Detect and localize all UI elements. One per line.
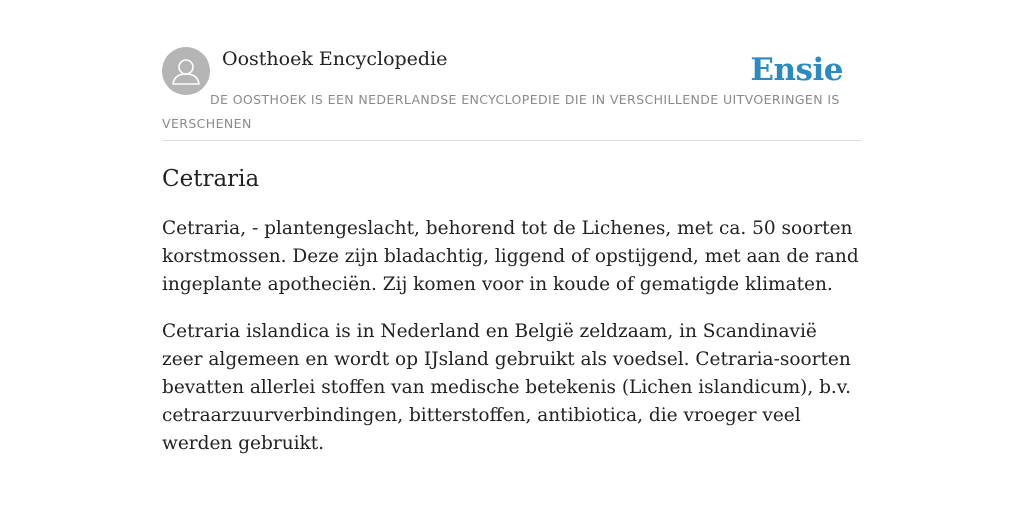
article-paragraph-1: Cetraria, - plantengeslacht, behorend tot de Lichenes, met ca. 50 soorten korstmossen. Deze zijn bladachtig, liggend of opstijgend, met aan de rand ingeplante apotheciën. Zij komen voor in koude of gematigde klimaten.	[162, 218, 859, 295]
source-name-link[interactable]: Oosthoek Encyclopedie	[222, 48, 448, 70]
article-title: Cetraria	[162, 166, 260, 192]
source-tagline: DE OOSTHOEK IS EEN NEDERLANDSE ENCYCLOPEDIE DIE IN VERSCHILLENDE UITVOERINGEN IS VERSCHENEN	[162, 92, 840, 131]
brand-logo-link[interactable]: Ensie	[750, 52, 843, 88]
article-paragraph-2: Cetraria islandica is in Nederland en België zeldzaam, in Scandinavië zeer algemeen en wordt op IJsland gebruikt als voedsel. Cetraria-soorten bevatten allerlei stoffen van medische betekenis (Lichen islandicum), b.v. cetraarzuurverbindingen, bitterstoffen, antibiotica, die vroeger veel werden gebruikt.	[162, 321, 851, 454]
source-header	[162, 46, 862, 141]
article	[162, 163, 862, 477]
